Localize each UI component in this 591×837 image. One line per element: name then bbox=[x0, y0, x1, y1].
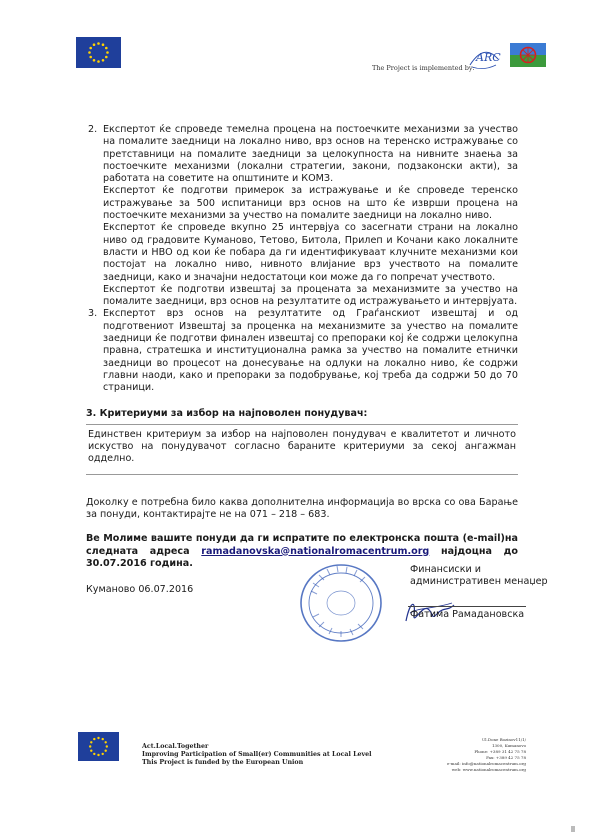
footer-project-info bbox=[142, 743, 372, 768]
signature-line bbox=[408, 606, 526, 607]
info-paragraph: Доколку е потребна било каква дополнителна информација во врска со ова Барање за понуди, контактирајте не на 071 – 218 – 683. bbox=[86, 496, 518, 521]
section-heading-criteria: 3. Критериуми за избор на најповолен понудувач: bbox=[86, 407, 368, 419]
request-text: Ве Молиме вашите понуди да ги испратите по електронска пошта (e-mail)на следната адреса bbox=[86, 533, 518, 557]
svg-text:ARC: ARC bbox=[476, 51, 501, 64]
eu-flag-footer-logo bbox=[78, 732, 119, 761]
contact-line: 1300, Kumanovo bbox=[491, 743, 526, 748]
deadline-text: најдоцна до 30.07.2016 година. bbox=[86, 545, 519, 569]
email-link[interactable]: ramadanovska@nationalromacentrum.org bbox=[201, 545, 430, 557]
arc-logo bbox=[466, 45, 502, 71]
criteria-text: Единствен критериум за избор на најповолен понудувач е квалитетот и личното искуство на понудувачот согласно бараните критериуми за секој ангажман одделно. bbox=[88, 428, 516, 465]
item3-paragraph: Експертот врз основ на резултатите од Граѓанскиот извештај и од подготвениот Извештај за проценка на механизмите за учество на помалите заедници ќе подготви финален извештај со препораки кој ќе содржи целокупна правна, стратешка и институционална рамка за учество на помалите етнички заедници во процесот на донесување на одлуки на локално ниво, ќе содржи главни наоди, како и препораки за подобрување, кој треба да содржи 50 до 70 страници. bbox=[103, 308, 518, 394]
eu-flag-logo bbox=[76, 37, 121, 68]
implemented-by-label: The Project is implemented by: bbox=[372, 64, 475, 72]
contact-line[interactable]: web: www.nationalromacentrum.org bbox=[451, 767, 526, 772]
list-item-2 bbox=[86, 124, 518, 308]
contact-line[interactable]: e-mail: info@nationalromacentrum.org bbox=[446, 761, 526, 766]
footer-contact bbox=[440, 737, 526, 773]
contact-line: Fax: +389 42 75 78 bbox=[486, 755, 526, 760]
scan-mark bbox=[571, 826, 575, 832]
place-date: Куманово 06.07.2016 bbox=[86, 584, 194, 596]
contact-line: Phone: +389 31 42 75 78 bbox=[474, 749, 526, 754]
footer-line-3: This Project is funded by the European Union bbox=[142, 759, 304, 767]
signatory-title-line2: административен менаџер bbox=[410, 576, 548, 588]
footer-line-1: Act.Local.Together bbox=[142, 743, 209, 750]
item2-paragraph-3: Експертот ќе спроведе вкупно 25 интервјуа со засегнати страни на локално ниво од градовите Куманово, Тетово, Битола, Прилеп и Кочани како локалните власти и НВО од кои ќе побара да ги идентификуваат клучните механизми кои постојат на локално ниво, нивното влијание врз учеството на помалите заедници, како и значајни недостатоци кои може да го попречат учеството. bbox=[103, 222, 518, 283]
item2-paragraph-2: Експертот ќе подготви примерок за истражување и ќе спроведе теренско истражување за 500 испитаници врз основ на што ќе изврши процена на постоечките механизми за учество на помалите заедници на локално ниво. bbox=[103, 185, 518, 222]
criteria-box bbox=[86, 424, 518, 475]
footer-line-2: Improving Participation of Small(er) Communities at Local Level bbox=[142, 751, 372, 759]
signatory-title-line1: Финансиски и bbox=[410, 564, 482, 575]
signatory-title bbox=[410, 564, 548, 589]
list-item-3 bbox=[86, 308, 518, 394]
item2-paragraph-1: Експертот ќе спроведе темелна процена на постоечките механизми за учество на помалите заедници на локално ниво, врз основ на теренско истражување со претставници на помалите заедници за целокупноста на нивните знаења за постоечките механизми (локални стратегии, закони, подзаконски акти), за работата на советите на општините и КОМЗ. bbox=[103, 124, 518, 185]
roma-flag-logo bbox=[508, 41, 548, 69]
document-body bbox=[86, 124, 518, 597]
signatory-name: Фатима Рамадановска bbox=[410, 609, 525, 620]
list-number: 3. bbox=[88, 308, 98, 320]
official-stamp bbox=[297, 561, 385, 645]
list-number: 2. bbox=[88, 124, 98, 135]
item2-paragraph-4: Експертот ќе подготви извештај за процената за механизмите за учество на помалите заедници, врз основ на резултатите од истражувањето и интервјуата. bbox=[103, 283, 518, 308]
contact-line: Ul.Done Bozinov11/1/ bbox=[481, 737, 526, 742]
